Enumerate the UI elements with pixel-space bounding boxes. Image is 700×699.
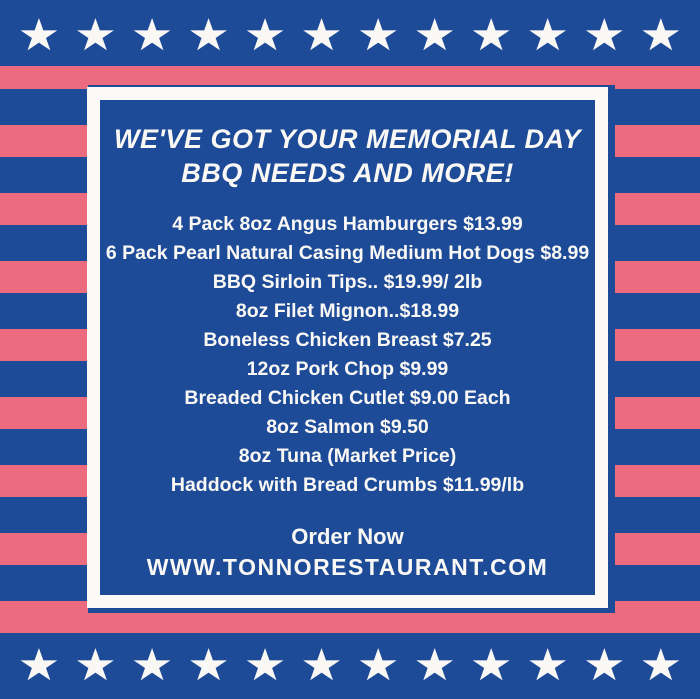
menu-item: 6 Pack Pearl Natural Casing Medium Hot Dogs $8.99 xyxy=(105,242,590,265)
star-icon: ★ xyxy=(130,641,174,690)
star-icon: ★ xyxy=(300,11,344,60)
menu-item: 8oz Salmon $9.50 xyxy=(266,416,429,439)
star-icon: ★ xyxy=(130,11,174,60)
star-icon: ★ xyxy=(469,11,513,60)
star-icon: ★ xyxy=(469,641,513,690)
top-star-band xyxy=(0,0,700,66)
panel-content xyxy=(100,100,595,595)
star-icon: ★ xyxy=(356,11,400,60)
star-icon: ★ xyxy=(300,641,344,690)
menu-item: Boneless Chicken Breast $7.25 xyxy=(203,329,492,352)
star-icon: ★ xyxy=(17,641,61,690)
menu-item: 8oz Tuna (Market Price) xyxy=(238,445,457,468)
menu-item: Haddock with Bread Crumbs $11.99/lb xyxy=(170,474,525,497)
star-icon: ★ xyxy=(187,641,231,690)
star-icon: ★ xyxy=(74,641,118,690)
star-icon: ★ xyxy=(582,641,626,690)
star-icon: ★ xyxy=(187,11,231,60)
headline xyxy=(114,122,581,190)
menu-item: 8oz Filet Mignon..$18.99 xyxy=(235,300,460,323)
star-icon: ★ xyxy=(639,641,683,690)
star-icon: ★ xyxy=(582,11,626,60)
order-now-text: Order Now xyxy=(291,524,404,550)
menu-item: BBQ Sirloin Tips.. $19.99/ 2lb xyxy=(212,271,483,294)
star-icon: ★ xyxy=(413,11,457,60)
website-text: WWW.TONNORESTAURANT.COM xyxy=(146,554,549,581)
star-icon: ★ xyxy=(356,641,400,690)
menu-item: 4 Pack 8oz Angus Hamburgers $13.99 xyxy=(172,213,523,236)
star-icon: ★ xyxy=(413,641,457,690)
menu-item: 12oz Pork Chop $9.99 xyxy=(246,358,449,381)
star-icon: ★ xyxy=(639,11,683,60)
headline-line-2: BBQ NEEDS AND MORE! xyxy=(181,158,514,189)
star-icon: ★ xyxy=(17,11,61,60)
star-icon: ★ xyxy=(526,11,570,60)
star-icon: ★ xyxy=(243,11,287,60)
star-icon: ★ xyxy=(526,641,570,690)
menu-item: Breaded Chicken Cutlet $9.00 Each xyxy=(184,387,511,410)
star-icon: ★ xyxy=(74,11,118,60)
headline-line-1: WE'VE GOT YOUR MEMORIAL DAY xyxy=(114,124,581,154)
menu-list xyxy=(106,210,589,500)
star-icon: ★ xyxy=(243,641,287,690)
promo-panel xyxy=(87,87,608,608)
bottom-star-band xyxy=(0,635,700,699)
